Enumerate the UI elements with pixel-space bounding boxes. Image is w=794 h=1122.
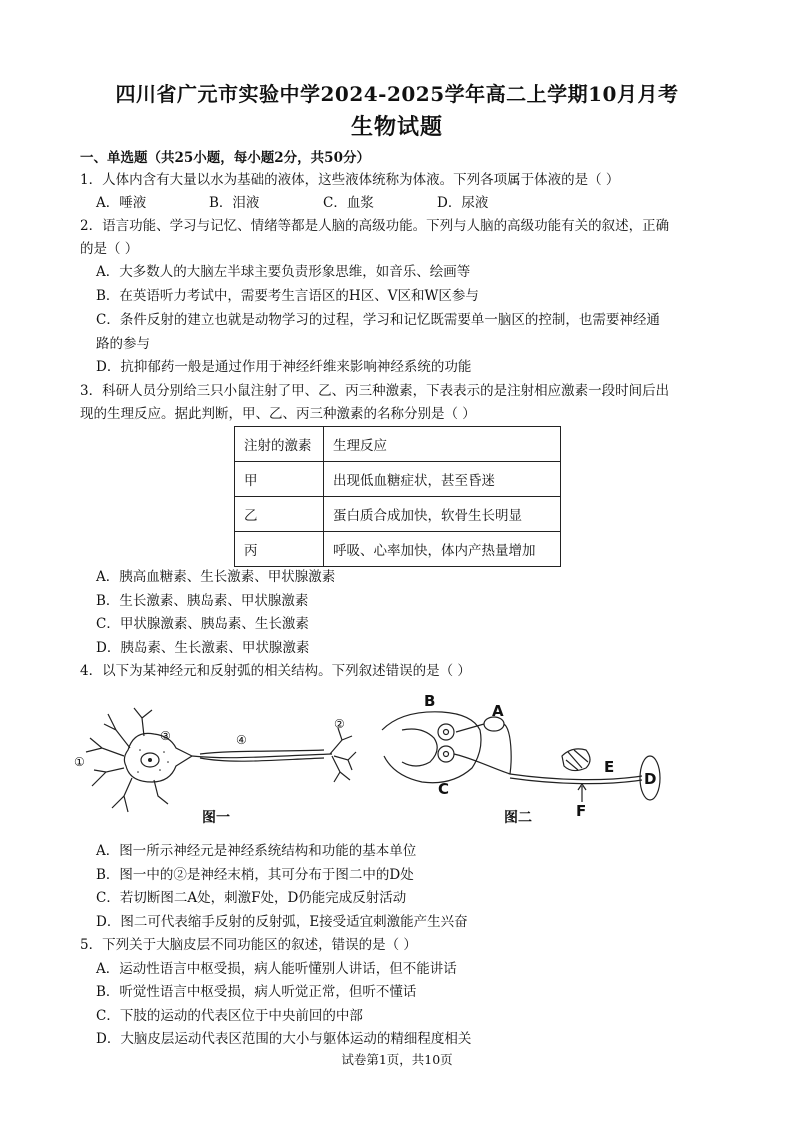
q5-option-b: B．听觉性语言中枢受损，病人听觉正常，但听不懂话: [96, 984, 417, 1000]
figure2-label-a-b: B: [424, 692, 436, 710]
figure2-label-a: A: [492, 702, 504, 720]
q1-options: [96, 193, 488, 213]
q5-option-c: C．下肢的运动的代表区位于中央前回的中部: [96, 1008, 363, 1024]
q3-option-a: A．胰高血糖素、生长激素、甲状腺激素: [96, 569, 336, 585]
neuron-figure: [72, 700, 362, 835]
q1-option-d: D．尿液: [437, 195, 489, 211]
figure2-label-e: E: [604, 758, 615, 776]
figure2-label-c: C: [438, 780, 450, 798]
figure1-label-2: ②: [334, 717, 345, 731]
q2-stem-line1: 2．语言功能、学习与记忆、情绪等都是人脑的高级功能。下列与人脑的高级功能有关的叙述，正确: [80, 218, 670, 234]
hormone-table: [234, 426, 561, 567]
q1-option-c: C．血浆: [323, 195, 374, 211]
q3-option-d: D．胰岛素、生长激素、甲状腺激素: [96, 640, 310, 656]
table-cell: 丙: [235, 532, 324, 567]
q4-option-b: B．图一中的②是神经末梢，其可分布于图二中的D处: [96, 867, 414, 883]
figure1-label-3: ③: [160, 729, 171, 743]
q5-stem: 5．下列关于大脑皮层不同功能区的叙述，错误的是（ ）: [80, 937, 417, 953]
exam-subtitle: 生物试题: [350, 114, 443, 140]
table-cell: 乙: [235, 497, 324, 532]
section-heading: 一、单选题（共25小题，每小题2分，共50分）: [80, 150, 370, 166]
q2-option-a: A．大多数人的大脑左半球主要负责形象思维，如音乐、绘画等: [96, 264, 471, 280]
table-row: [235, 532, 561, 567]
table-row: [235, 497, 561, 532]
q3-stem-line1: 3．科研人员分别给三只小鼠注射了甲、乙、丙三种激素，下表表示的是注射相应激素一段时间后出: [80, 383, 670, 399]
table-header-cell: 注射的激素: [235, 427, 324, 462]
q2-stem-line2: 的是（ ）: [80, 241, 139, 257]
nucleolus: [148, 758, 152, 762]
exam-title: 四川省广元市实验中学2024-2025学年高二上学期10月月考: [115, 82, 679, 106]
q1-stem: 1．人体内含有大量以水为基础的液体，这些液体统称为体液。下列各项属于体液的是（ ）: [80, 172, 620, 188]
q1-option-a: A．唾液: [96, 195, 147, 211]
reflex-arc-figure: [372, 690, 672, 840]
q5-option-d: D．大脑皮层运动代表区范围的大小与躯体运动的精细程度相关: [96, 1031, 472, 1047]
page-footer: 试卷第1页，共10页: [341, 1052, 453, 1067]
table-cell: 蛋白质合成加快，软骨生长明显: [324, 497, 561, 532]
q2-option-c: C．条件反射的建立也就是动物学习的过程，学习和记忆既需要单一脑区的控制，也需要神经通: [96, 312, 660, 328]
q1-option-b: B．泪液: [209, 195, 260, 211]
table-cell: 出现低血糖症状，甚至昏迷: [324, 462, 561, 497]
q4-option-d: D．图二可代表缩手反射的反射弧，E接受适宜刺激能产生兴奋: [96, 914, 468, 930]
q3-stem-line2: 现的生理反应。据此判断，甲、乙、丙三种激素的名称分别是（ ）: [80, 406, 476, 422]
figure2-label-f: F: [576, 802, 587, 820]
figure1-caption: 图一: [202, 810, 230, 826]
table-cell: 甲: [235, 462, 324, 497]
q3-option-c: C．甲状腺激素、胰岛素、生长激素: [96, 616, 309, 632]
q3-option-b: B．生长激素、胰岛素、甲状腺激素: [96, 593, 309, 609]
figure1-label-1: ①: [74, 755, 85, 769]
q4-option-c: C．若切断图二A处，刺激F处，D仍能完成反射活动: [96, 890, 407, 906]
table-header-cell: 生理反应: [324, 427, 561, 462]
table-row: [235, 462, 561, 497]
q5-option-a: A．运动性语言中枢受损，病人能听懂别人讲话，但不能讲话: [96, 961, 457, 977]
q4-stem: 4．以下为某神经元和反射弧的相关结构。下列叙述错误的是（ ）: [80, 663, 471, 679]
q2-option-d: D．抗抑郁药一般是通过作用于神经纤维来影响神经系统的功能: [96, 359, 472, 375]
figure1-label-4: ④: [236, 733, 247, 747]
figure2-label-d: D: [644, 770, 657, 788]
q2-option-b: B．在英语听力考试中，需要考生言语区的H区、V区和W区参与: [96, 288, 479, 304]
table-header-row: [235, 427, 561, 462]
figure2-caption: 图二: [504, 810, 532, 826]
q2-option-c-cont: 路的参与: [96, 336, 150, 352]
table-cell: 呼吸、心率加快，体内产热量增加: [324, 532, 561, 567]
q4-option-a: A．图一所示神经元是神经系统结构和功能的基本单位: [96, 843, 417, 859]
